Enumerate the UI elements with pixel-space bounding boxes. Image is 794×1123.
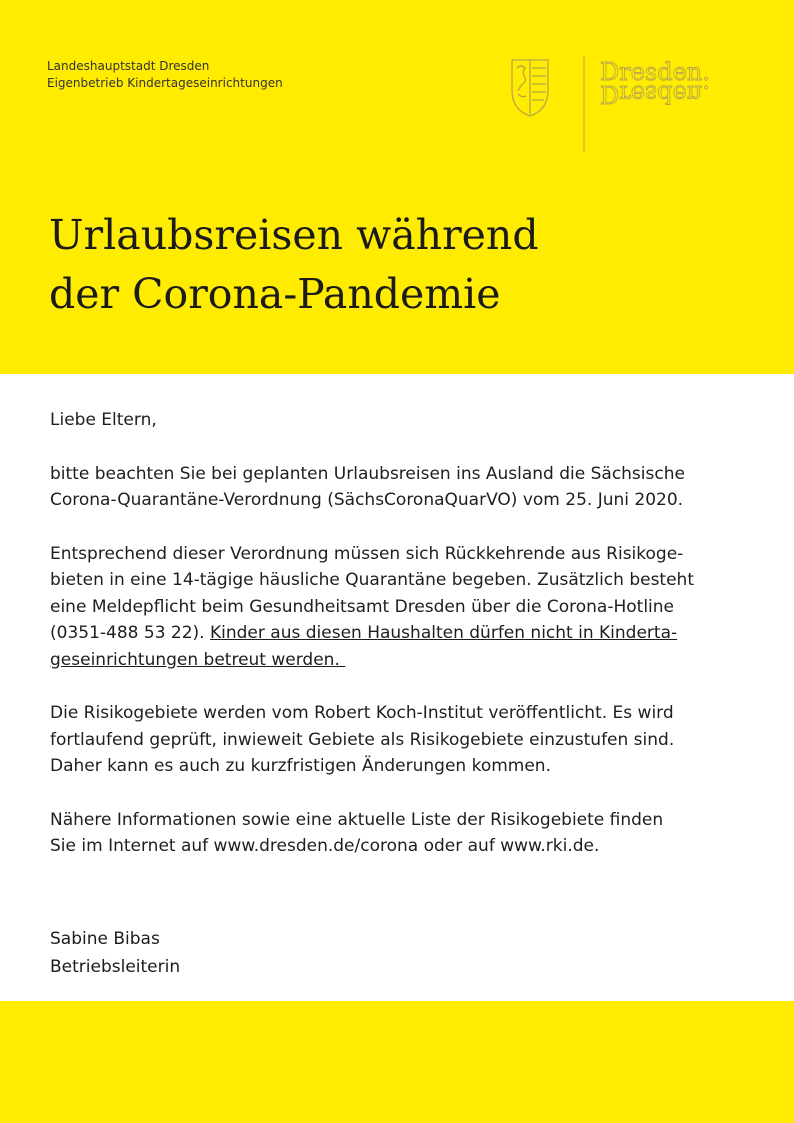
paragraph-line: bitte beachten Sie bei geplanten Urlaubsreisen ins Ausland die Sächsische bbox=[50, 463, 685, 484]
paragraph-line bbox=[50, 620, 755, 647]
paragraph-line bbox=[50, 647, 755, 674]
signature-block bbox=[50, 925, 180, 981]
paragraph-line: Daher kann es auch zu kurzfristigen Änderungen kommen. bbox=[50, 756, 551, 776]
organization-block bbox=[47, 58, 283, 92]
paragraph-line: Entsprechend dieser Verordnung müssen sich Rückkehrende aus Risikoge- bbox=[50, 543, 684, 564]
paragraph-2 bbox=[50, 541, 755, 674]
paragraph-3 bbox=[50, 700, 755, 780]
signature-name: Sabine Bibas bbox=[50, 929, 160, 949]
paragraph-line: eine Meldepflicht beim Gesundheitsamt Dresden über die Corona-Hotline bbox=[50, 596, 675, 617]
paragraph-line: Nähere Informationen sowie eine aktuelle Liste der Risikogebiete finden bbox=[50, 809, 664, 830]
title-line-1: Urlaubsreisen während bbox=[49, 211, 539, 259]
paragraph-line: bieten in eine 14-tägige häusliche Quarantäne begeben. Zusätzlich besteht bbox=[50, 570, 694, 590]
paragraph-line: Die Risikogebiete werden vom Robert Koch-Institut veröffentlicht. Es wird bbox=[50, 703, 674, 723]
footer-band bbox=[0, 1001, 794, 1123]
underlined-notice: geseinrichtungen betreut werden. bbox=[50, 649, 346, 670]
signature-role: Betriebsleiterin bbox=[50, 957, 181, 977]
paragraph-4 bbox=[50, 807, 755, 860]
paragraph-1 bbox=[50, 461, 755, 514]
org-line-2: Eigenbetrieb Kindertageseinrichtungen bbox=[47, 76, 283, 90]
paragraph-line: fortlaufend geprüft, inwieweit Gebiete als Risikogebiete einzustufen sind. bbox=[50, 729, 675, 750]
logo-wordmark-mirror: Dresden. bbox=[600, 80, 710, 108]
page-title bbox=[49, 206, 749, 324]
letter-body bbox=[50, 407, 755, 887]
underlined-notice: Kinder aus diesen Haushalten dürfen nicht in Kinderta- bbox=[210, 623, 678, 643]
org-line-1: Landeshauptstadt Dresden bbox=[47, 59, 210, 73]
logo-wordmark: Dresden. bbox=[600, 58, 710, 86]
coat-of-arms-icon bbox=[512, 60, 548, 116]
title-line-2: der Corona-Pandemie bbox=[49, 270, 501, 318]
hotline-text: (0351-488 53 22). bbox=[50, 623, 210, 643]
paragraph-line: Corona-Quarantäne-Verordnung (SächsCoronaQuarVO) vom 25. Juni 2020. bbox=[50, 490, 684, 510]
dresden-logo bbox=[508, 54, 710, 154]
greeting: Liebe Eltern, bbox=[50, 410, 157, 430]
paragraph-line: Sie im Internet auf www.dresden.de/corona oder auf www.rki.de. bbox=[50, 836, 600, 856]
